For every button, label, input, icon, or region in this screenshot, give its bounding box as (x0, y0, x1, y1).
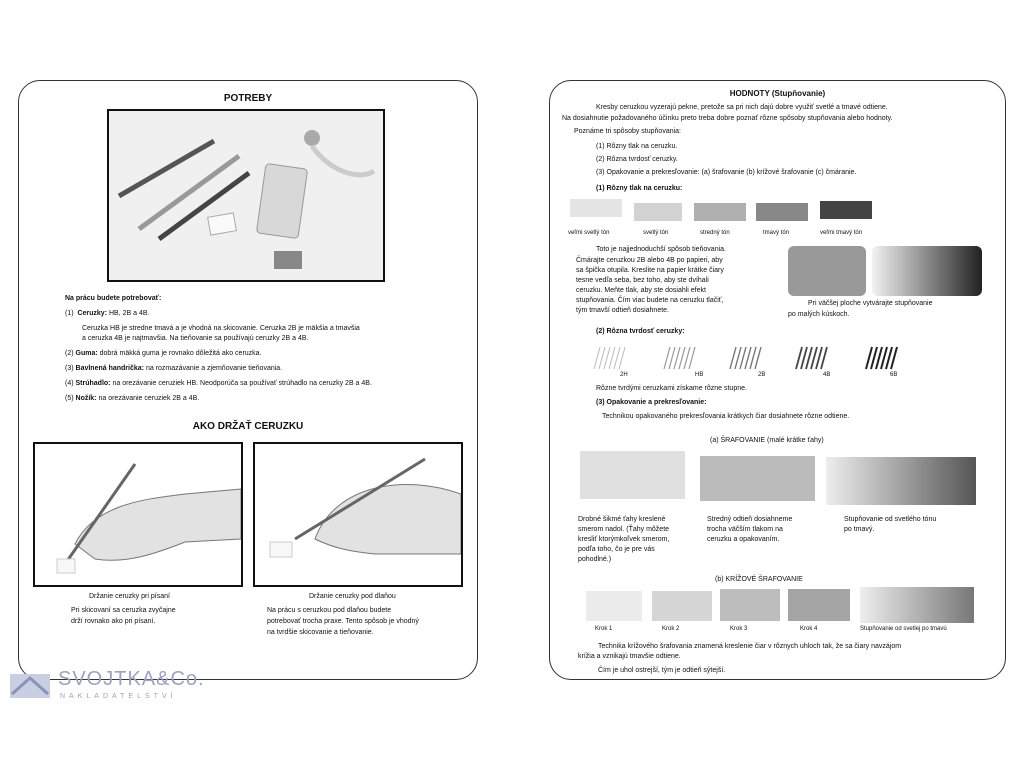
item-4-label: Strúhadlo: (75, 380, 111, 387)
grade-4b: 4B (823, 372, 831, 378)
sec1-p3: sa špička otupila. Kreslite na papier krátke čiary (576, 267, 724, 274)
hatch1-2: smerom nadol. (Ťahy môžete (578, 526, 670, 533)
item-5-text: na orezávanie ceruziek 2B a 4B. (98, 395, 200, 402)
left-page-title: POTREBY (223, 93, 273, 104)
item-3-text: na rozmazávanie a zjemňovanie tieňovania. (145, 365, 283, 372)
item-3 (65, 364, 282, 374)
tone-label-3: stredný tón (700, 230, 730, 236)
step-label-3: Krok 3 (730, 626, 748, 632)
right-page (549, 80, 1006, 680)
sec1-p5: ceruzku. Meňte tlak, aby ste dosiahli efekt (576, 287, 706, 294)
cross-step-5 (860, 587, 974, 623)
hold1-desc-1: Pri skicovaní sa ceruzka zvyčajne (71, 607, 176, 614)
tone-label-2: svetlý tón (643, 230, 669, 236)
sec1-p2: Čmárajte ceruzkou 2B alebo 4B po papieri, aby (576, 257, 723, 264)
cross-step-1 (586, 591, 642, 621)
sec1-p6: stupňovania. Čím viac budete na ceruzku tlačiť, (576, 297, 724, 304)
sec3-title: (3) Opakovanie a prekresľovanie: (596, 399, 707, 406)
sec1-big-2: po malých kúskoch. (788, 311, 850, 318)
item-5-label: Nožík: (75, 395, 97, 402)
hatch-sample-3 (826, 457, 976, 505)
intro-1: Kresby ceruzkou vyzerajú pekne, pretože sa pri nich dajú dobre využiť svetlé a tmavé odtiene. (596, 104, 888, 111)
sec2-text: Rôzne tvrdými ceruzkami získame rôzne stupne. (596, 385, 747, 392)
book-icon (8, 668, 52, 700)
hatch3-2: po tmavý. (844, 526, 875, 533)
item-4-num: (4) (65, 380, 74, 387)
tone-label-1: veľmi svetlý tón (568, 230, 610, 236)
hatch-sample-2 (700, 456, 815, 501)
item-5 (65, 394, 199, 404)
hatch-title: (a) ŠRAFOVANIE (malé krátke ťahy) (710, 437, 824, 444)
intro-3: Poznáme tri spôsoby stupňovania: (574, 128, 682, 135)
logo-sub: NAKLADATELSTVÍ (60, 693, 177, 700)
grade-6b: 6B (890, 372, 898, 378)
item-3-label: Bavlnená handrička: (75, 365, 144, 372)
cross-step-4 (788, 589, 850, 621)
way-2: (2) Rôzna tvrdosť ceruzky. (596, 156, 678, 163)
cross-title: (b) KRÍŽOVÉ ŠRAFOVANIE (715, 576, 803, 583)
cross-step-3 (720, 589, 780, 621)
item-2-text: dobrá mäkká guma je rovnako dôležitá ako ceruzka. (99, 350, 262, 357)
hold2-desc-1: Na prácu s ceruzkou pod dlaňou budete (267, 607, 392, 614)
hatch1-1: Drobné šikmé ťahy kreslené (578, 516, 666, 523)
way-1: (1) Rôzny tlak na ceruzku. (596, 143, 678, 150)
sec1-p1: Toto je najjednoduchší spôsob tieňovania. (596, 246, 726, 253)
supplies-photo (107, 109, 385, 282)
sec1-big-1: Pri väčšej ploche vytvárajte stupňovanie (808, 300, 933, 307)
logo-name: SVOJTKA&Co. (58, 668, 205, 690)
sec1-title: (1) Rôzny tlak na ceruzku: (596, 185, 683, 192)
way-3: (3) Opakovanie a prekresľovanie: (a) šrafovanie (b) krížové šrafovanie (c) čmáranie. (596, 169, 857, 176)
sec1-p4: tesne vedľa seba, bez toho, aby ste dvíhali (576, 277, 709, 284)
hatch2-3: ceruzku a opakovaním. (707, 536, 780, 543)
hold2-caption: Držanie ceruzky pod dlaňou (309, 593, 396, 600)
tone-swatch-2 (634, 203, 682, 221)
cross-p1: Technika krížového šrafovania znamená kreslenie čiar v rôznych uhloch tak, že sa čiary navzájom (598, 643, 902, 650)
hatch1-4: podľa toho, čo je pre vás (578, 546, 655, 553)
hatch2-1: Stredný odtieň dosiahneme (707, 516, 793, 523)
hand-writing-photo (33, 442, 243, 587)
hold1-caption: Držanie ceruzky pri písaní (89, 593, 170, 600)
hatch3-1: Stupňovanie od svetlého tónu (844, 516, 937, 523)
hatch1-5: pohodlné.) (578, 556, 612, 563)
hand-underpalm-photo (253, 442, 463, 587)
item-1-desc-2: a ceruzka 4B je najtmavšia. Na tieňovanie sa používajú ceruzky 2B a 4B. (82, 335, 309, 342)
item-2 (65, 349, 262, 359)
hold2-desc-2: potrebovať trocha praxe. Tento spôsob je vhodný (267, 618, 419, 625)
cross-p2: krížia a vznikajú tmavšie odtiene. (578, 653, 681, 660)
shading-sample-2 (872, 246, 982, 296)
intro-2: Na dosiahnutie požadovaného účinku preto treba dobre poznať rôzne spôsoby stupňovania alebo hodnoty. (562, 115, 893, 122)
shading-sample-1 (788, 246, 866, 296)
hold2-desc-3: na tvrdšie skicovanie a tieňovanie. (267, 629, 374, 636)
hold1-desc-2: drží rovnako ako pri písaní. (71, 618, 156, 625)
tone-swatch-1 (570, 199, 622, 217)
hatch-sample-1 (580, 451, 685, 499)
item-1-text: HB, 2B a 4B. (108, 310, 150, 317)
step-label-4: Krok 4 (800, 626, 818, 632)
step-label-2: Krok 2 (662, 626, 680, 632)
hatch2-2: trocha väčším tlakom na (707, 526, 783, 533)
item-2-num: (2) (65, 350, 74, 357)
tone-swatch-3 (694, 203, 746, 221)
left-page (18, 80, 478, 680)
tone-swatch-4 (756, 203, 808, 221)
cross-p3: Čím je uhol ostrejší, tým je odtieň sýtejší. (598, 667, 726, 674)
grade-2h: 2H (620, 372, 628, 378)
step-label-1: Krok 1 (595, 626, 613, 632)
item-1-label: Ceruzky: (77, 310, 108, 317)
step-label-5: Stupňovanie od svetlej po tmavú (860, 626, 947, 632)
sec1-p7: tým tmavší odtieň dosiahnete. (576, 307, 669, 314)
grades-strokes (590, 345, 920, 371)
item-1-desc-1: Ceruzka HB je stredne tmavá a je vhodná na skicovanie. Ceruzka 2B je mäkšia a tmavšia (82, 325, 360, 332)
item-4-text: na orezávanie ceruziek HB. Neodporúča sa používať strúhadlo na ceruzky 2B a 4B. (112, 380, 372, 387)
hatch1-3: kresliť ktorýmkoľvek smerom, (578, 536, 670, 543)
sec3-text: Technikou opakovaného prekresľovania krátkych čiar dosiahnete rôzne odtiene. (602, 413, 850, 420)
tone-label-5: veľmi tmavý tón (820, 230, 863, 236)
item-4 (65, 379, 372, 389)
tone-label-4: tmavý tón (763, 230, 790, 236)
needs-heading: Na prácu budete potrebovať: (65, 295, 162, 302)
grade-2b: 2B (758, 372, 766, 378)
tone-swatch-5 (820, 201, 872, 219)
item-3-num: (3) (65, 365, 74, 372)
item-2-label: Guma: (75, 350, 98, 357)
item-5-num: (5) (65, 395, 74, 402)
cross-step-2 (652, 591, 712, 621)
item-1-num: (1) (65, 310, 74, 317)
grade-hb: HB (695, 372, 704, 378)
sec2-title: (2) Rôzna tvrdosť ceruzky: (596, 328, 685, 335)
hold-title: AKO DRŽAŤ CERUZKU (192, 421, 304, 432)
item-1 (65, 309, 149, 319)
right-page-title: HODNOTY (Stupňovanie) (729, 89, 826, 98)
